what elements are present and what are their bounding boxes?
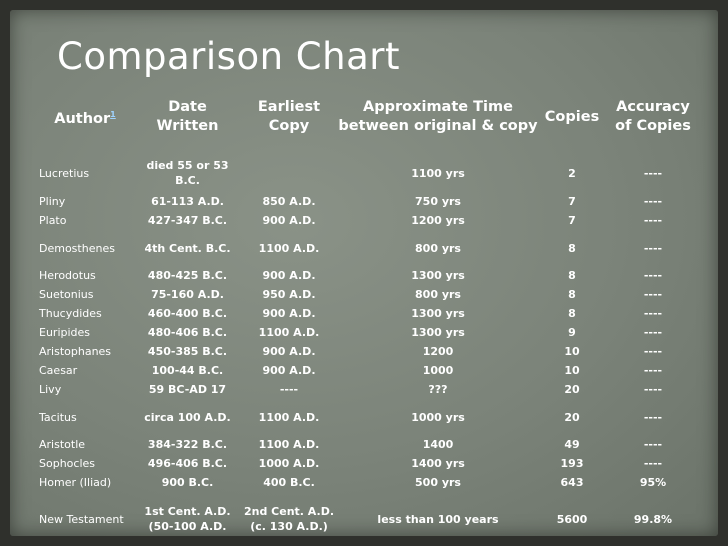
cell-earliest: 900 A.D. — [262, 345, 316, 358]
cell-time: 750 yrs — [415, 195, 461, 208]
cell-date: circa 100 A.D. — [144, 410, 231, 424]
cell-author: Herodotus — [39, 269, 96, 282]
cell-accuracy: ---- — [643, 214, 663, 227]
cell-date: 75-160 A.D. — [151, 288, 224, 301]
cell-date: 450-385 B.C. — [147, 345, 228, 358]
cell-author: Aristophanes — [39, 345, 112, 358]
table-row — [35, 154, 700, 192]
cell-time: 1000 — [422, 364, 454, 377]
header-author-label: Author — [54, 110, 111, 127]
cell-author: Tacitus — [39, 410, 77, 424]
cell-copies: 5600 — [556, 512, 588, 526]
table-row — [35, 285, 700, 304]
slide-title: Comparison Chart — [57, 35, 400, 78]
cell-accuracy: ---- — [643, 269, 663, 282]
cell-accuracy: ---- — [643, 410, 663, 424]
comparison-table — [35, 80, 700, 546]
cell-copies: 2 — [568, 166, 576, 180]
cell-author: Demosthenes — [39, 241, 115, 255]
cell-copies: 10 — [564, 364, 580, 377]
cell-accuracy: ---- — [643, 457, 663, 470]
cell-earliest: 850 A.D. — [262, 195, 316, 208]
header-row — [35, 80, 700, 154]
cell-time: 800 yrs — [415, 241, 461, 255]
cell-accuracy: ---- — [643, 288, 663, 301]
cell-accuracy: ---- — [643, 383, 663, 396]
cell-author: Pliny — [39, 195, 66, 208]
cell-author: New Testament — [39, 512, 124, 526]
cell-author: Euripides — [39, 326, 91, 339]
cell-time: 1300 yrs — [411, 307, 465, 320]
table-row — [35, 211, 700, 230]
cell-author: Livy — [39, 383, 62, 396]
cell-author: Caesar — [39, 364, 78, 377]
table-row — [35, 473, 700, 492]
header-accuracy: Accuracy of Copies — [615, 99, 691, 134]
cell-copies: 643 — [560, 476, 584, 489]
cell-time: 1400 yrs — [411, 457, 465, 470]
cell-author: Homer (Iliad) — [39, 476, 112, 489]
cell-time: 1300 yrs — [411, 326, 465, 339]
cell-copies: 7 — [568, 195, 576, 208]
cell-copies: 193 — [560, 457, 584, 470]
cell-accuracy: ---- — [643, 307, 663, 320]
table-row — [35, 230, 700, 266]
cell-accuracy: 95% — [639, 476, 667, 489]
cell-date: 460-400 B.C. — [147, 307, 228, 320]
cell-copies: 7 — [568, 214, 576, 227]
cell-earliest: 1100 A.D. — [258, 241, 320, 255]
cell-copies: 20 — [564, 383, 580, 396]
cell-earliest: 900 A.D. — [262, 364, 316, 377]
cell-author: Plato — [39, 214, 67, 227]
cell-accuracy: ---- — [643, 364, 663, 377]
cell-accuracy: ---- — [643, 195, 663, 208]
cell-earliest: 2nd Cent. A.D. (c. 130 A.D.) — [243, 505, 335, 533]
cell-time: 1400 — [422, 438, 454, 451]
cell-time: 1200 yrs — [411, 214, 465, 227]
cell-date: 384-322 B.C. — [147, 438, 228, 451]
cell-accuracy: ---- — [643, 345, 663, 358]
cell-earliest — [240, 154, 338, 192]
cell-time: 1000 yrs — [411, 410, 465, 424]
table-row — [35, 361, 700, 380]
cell-date: 61-113 A.D. — [151, 195, 224, 208]
cell-accuracy: ---- — [643, 241, 663, 255]
cell-copies: 8 — [568, 288, 576, 301]
header-earliest-copy: Earliest Copy — [257, 99, 321, 134]
table-row — [35, 304, 700, 323]
table-row — [35, 192, 700, 211]
cell-copies: 49 — [564, 438, 580, 451]
header-copies: Copies — [544, 108, 600, 125]
cell-date: 100-44 B.C. — [151, 364, 224, 377]
table-row — [35, 435, 700, 454]
cell-accuracy: ---- — [643, 438, 663, 451]
table-row — [35, 399, 700, 435]
header-approximate-time: Approximate Time between original & copy — [338, 99, 538, 134]
cell-copies: 8 — [568, 241, 576, 255]
cell-time: 1200 — [422, 345, 454, 358]
cell-author: Aristotle — [39, 438, 86, 451]
cell-date: 59 BC-AD 17 — [148, 383, 227, 396]
cell-copies: 20 — [564, 410, 580, 424]
cell-date: 900 B.C. — [161, 476, 214, 489]
cell-copies: 8 — [568, 307, 576, 320]
cell-time: 1300 yrs — [411, 269, 465, 282]
cell-earliest: 1100 A.D. — [258, 410, 320, 424]
cell-author: Suetonius — [39, 288, 94, 301]
cell-author: Lucretius — [39, 166, 90, 180]
cell-earliest: 400 B.C. — [263, 476, 315, 489]
cell-author: Thucydides — [39, 307, 102, 320]
cell-accuracy: 99.8% — [633, 512, 673, 526]
table-row — [35, 323, 700, 342]
header-date-written: Date Written — [156, 99, 219, 134]
table-row — [35, 266, 700, 285]
cell-earliest: 900 A.D. — [262, 307, 316, 320]
cell-copies: 10 — [564, 345, 580, 358]
cell-date: 480-425 B.C. — [147, 269, 228, 282]
cell-date: 427-347 B.C. — [147, 214, 228, 227]
cell-accuracy: ---- — [643, 166, 663, 180]
author-footnote-link[interactable]: 1 — [110, 110, 116, 120]
cell-earliest: 1100 A.D. — [258, 326, 320, 339]
table-row — [35, 492, 700, 546]
cell-earliest: ---- — [279, 383, 299, 396]
cell-date: died 55 or 53 B.C. — [146, 159, 229, 187]
cell-time: less than 100 years — [377, 512, 499, 526]
cell-earliest: 1100 A.D. — [258, 438, 320, 451]
cell-earliest: 900 A.D. — [262, 269, 316, 282]
cell-date: 480-406 B.C. — [147, 326, 228, 339]
cell-time: 1100 yrs — [411, 166, 465, 180]
table-row — [35, 380, 700, 399]
cell-date: 4th Cent. B.C. — [144, 241, 231, 255]
cell-earliest: 900 A.D. — [262, 214, 316, 227]
table-row — [35, 454, 700, 473]
header-author — [35, 80, 135, 154]
cell-date: 496-406 B.C. — [147, 457, 228, 470]
table-row — [35, 342, 700, 361]
cell-earliest: 950 A.D. — [262, 288, 316, 301]
cell-copies: 8 — [568, 269, 576, 282]
cell-date: 1st Cent. A.D. (50-100 A.D. — [144, 505, 231, 533]
cell-time: 800 yrs — [415, 288, 461, 301]
cell-time: ??? — [428, 383, 448, 396]
cell-copies: 9 — [568, 326, 576, 339]
cell-author: Sophocles — [39, 457, 95, 470]
cell-accuracy: ---- — [643, 326, 663, 339]
cell-time: 500 yrs — [415, 476, 461, 489]
cell-earliest: 1000 A.D. — [258, 457, 320, 470]
